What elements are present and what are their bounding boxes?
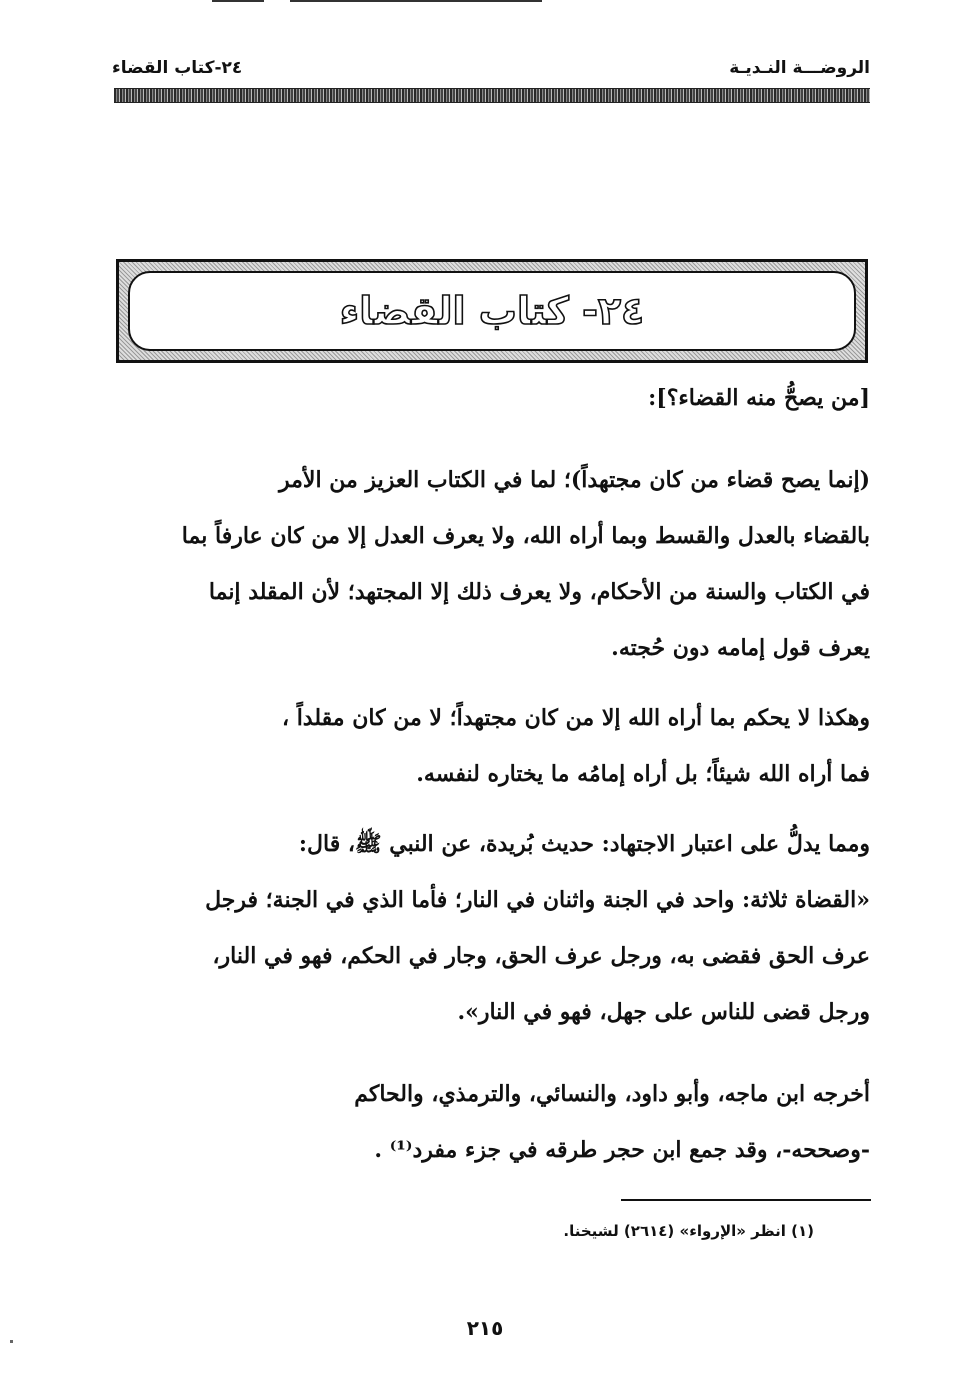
footnote: (١) انظر «الإرواء» (٢٦١٤) لشيخنا. (563, 1222, 814, 1240)
question-heading: [من يصحُّ منه القضاء؟]: (648, 385, 870, 411)
scan-artifact (212, 0, 264, 2)
text-line: ورجل قضى للناس على جهل، فهو في النار». (457, 999, 870, 1025)
text-line: أخرجه ابن ماجه، وأبو داود، والنسائي، والترمذي، والحاكم (354, 1081, 870, 1107)
text-line: «القضاة ثلاثة: واحد في الجنة واثنان في النار؛ فأما الذي في الجنة؛ فرجل (205, 887, 870, 913)
text-line: في الكتاب والسنة من الأحكام، ولا يعرف ذلك إلا المجتهد؛ لأن المقلد إنما (208, 579, 870, 605)
scan-artifact (290, 0, 542, 2)
text-line: -وصححه-، وقد جمع ابن حجر طرقه في جزء مفرد⁽¹⁾ . (374, 1137, 870, 1163)
page-number: ٢١٥ (466, 1316, 504, 1340)
paragraph-3 (112, 816, 870, 1040)
chapter-title-panel (128, 271, 856, 351)
chapter-title: ٢٤- كتاب القضاء (339, 289, 645, 333)
paragraph-2 (112, 690, 870, 802)
scan-artifact (10, 1340, 13, 1343)
text-line: يعرف قول إمامه دون حُجته. (611, 635, 870, 661)
chapter-title-frame (116, 259, 868, 363)
header-book-title: الروضـــة النـديـة (729, 58, 870, 78)
running-header (112, 58, 870, 88)
text-line: بالقضاء بالعدل والقسط وبما أراه الله، ولا يعرف العدل إلا من كان عارفاً بما (181, 523, 870, 549)
paragraph-4 (112, 1066, 870, 1178)
text-line: فما أراه الله شيئاً؛ بل أراه إمامُه ما يختاره لنفسه. (416, 761, 870, 787)
header-section-title: ٢٤-كتاب القضاء (112, 58, 243, 78)
text-line: وهكذا لا يحكم بما أراه الله إلا من كان مجتهداً؛ لا من كان مقلداً ، (281, 705, 870, 731)
footnote-separator (621, 1199, 871, 1201)
paragraph-1 (112, 452, 870, 676)
header-rule (114, 88, 870, 103)
text-line: (إنما يصح قضاء من كان مجتهداً)؛ لما في الكتاب العزيز من الأمر (279, 467, 870, 493)
text-line: عرف الحق فقضى به، ورجل عرف الحق، وجار في الحكم، فهو في النار، (212, 943, 870, 969)
text-line: ومما يدلُّ على اعتبار الاجتهاد: حديث بُريدة، عن النبي ﷺ، قال: (298, 831, 870, 857)
